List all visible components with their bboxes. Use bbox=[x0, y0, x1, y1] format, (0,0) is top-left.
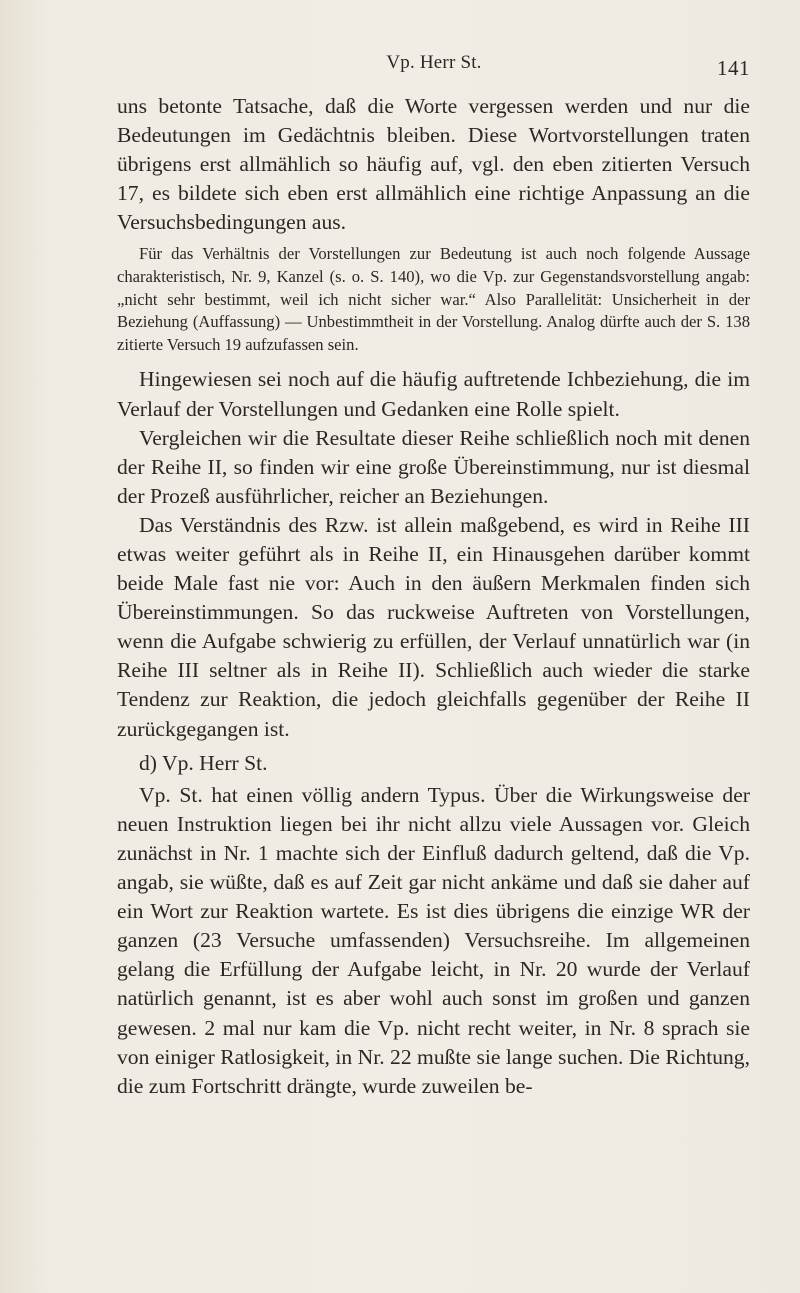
page-header bbox=[118, 48, 750, 84]
paragraph-continuation: uns betonte Tatsache, daß die Worte vergessen werden und nur die Bedeutungen im Gedächtnis bleiben. Diese Wortvorstellungen traten übrigens erst allmählich so häufig auf, vgl. den eben zitierten Versuch 17, es bildete sich eben erst allmählich eine richtige Anpassung an die Versuchsbedingungen aus. bbox=[117, 94, 750, 235]
section-heading: d) Vp. Herr St. bbox=[139, 750, 268, 775]
paragraph-vp-st-typus: Vp. St. hat einen völlig andern Typus. Über die Wirkungsweise der neuen Instruktion liegen bei ihr nicht allzu viele Aussagen vor. Gleich zunächst in Nr. 1 machte sich der Einfluß dadurch geltend, daß die Vp. angab, sie wüßte, daß es auf Zeit gar nicht ankäme und daß sie daher auf ein Wort zur Reaktion wartete. Es ist dies übrigens die einzige WR der ganzen (23 Versuche umfassenden) Versuchsreihe. Im allgemeinen gelang die Erfüllung der Aufgabe leicht, in Nr. 20 wurde der Verlauf natürlich genannt, ist es aber wohl auch sonst im großen und ganzen gewesen. 2 mal nur kam die Vp. nicht recht weiter, in Nr. 8 sprach sie von einiger Ratlosigkeit, in Nr. 22 mußte sie lange suchen. Die Richtung, die zum Fortschritt drängte, wurde zuweilen be- bbox=[117, 782, 750, 1098]
paragraph-verstaendnis-rzw: Das Verständnis des Rzw. ist allein maßgebend, es wird in Reihe III etwas weiter geführt als in Reihe II, ein Hinausgehen darüber kommt beide Male fast nie vor: Auch in den äußern Merkmalen finden sich Übereinstimmungen. So das ruckweise Auftreten von Vorstellungen, wenn die Aufgabe schwierig zu erfüllen, der Verlauf unnatürlich war (in Reihe III seltner als in Reihe II). Schließlich auch wieder die starke Tendenz zur Reaktion, die jedoch gleichfalls gegenüber der Reihe II zurückgegangen ist. bbox=[117, 512, 750, 741]
page-number: 141 bbox=[717, 56, 750, 80]
page-body bbox=[117, 92, 750, 1101]
paragraph-small-print-note: Für das Verhältnis der Vorstellungen zur Bedeutung ist auch noch folgende Aussage charakteristisch, Nr. 9, Kanzel (s. o. S. 140), wo die Vp. zur Gegenstandsvorstellung angab: „nicht sehr bestimmt, weil ich nicht sicher war.“ Also Parallelität: Unsicherheit in der Beziehung (Auffassung) — Unbestimmtheit in der Vorstellung. Analog dürfte auch der S. 138 zitierte Versuch 19 aufzufassen sein. bbox=[117, 244, 750, 354]
paragraph-vergleich-reihe-ii: Vergleichen wir die Resultate dieser Reihe schließlich noch mit denen der Reihe II, so finden wir eine große Übereinstimmung, nur ist diesmal der Prozeß ausführlicher, reicher an Beziehungen. bbox=[117, 425, 750, 508]
running-head: Vp. Herr St. bbox=[386, 52, 482, 73]
paragraph-ich-beziehung: Hingewiesen sei noch auf die häufig auftretende Ichbeziehung, die im Verlauf der Vorstellungen und Gedanken eine Rolle spielt. bbox=[117, 367, 750, 421]
